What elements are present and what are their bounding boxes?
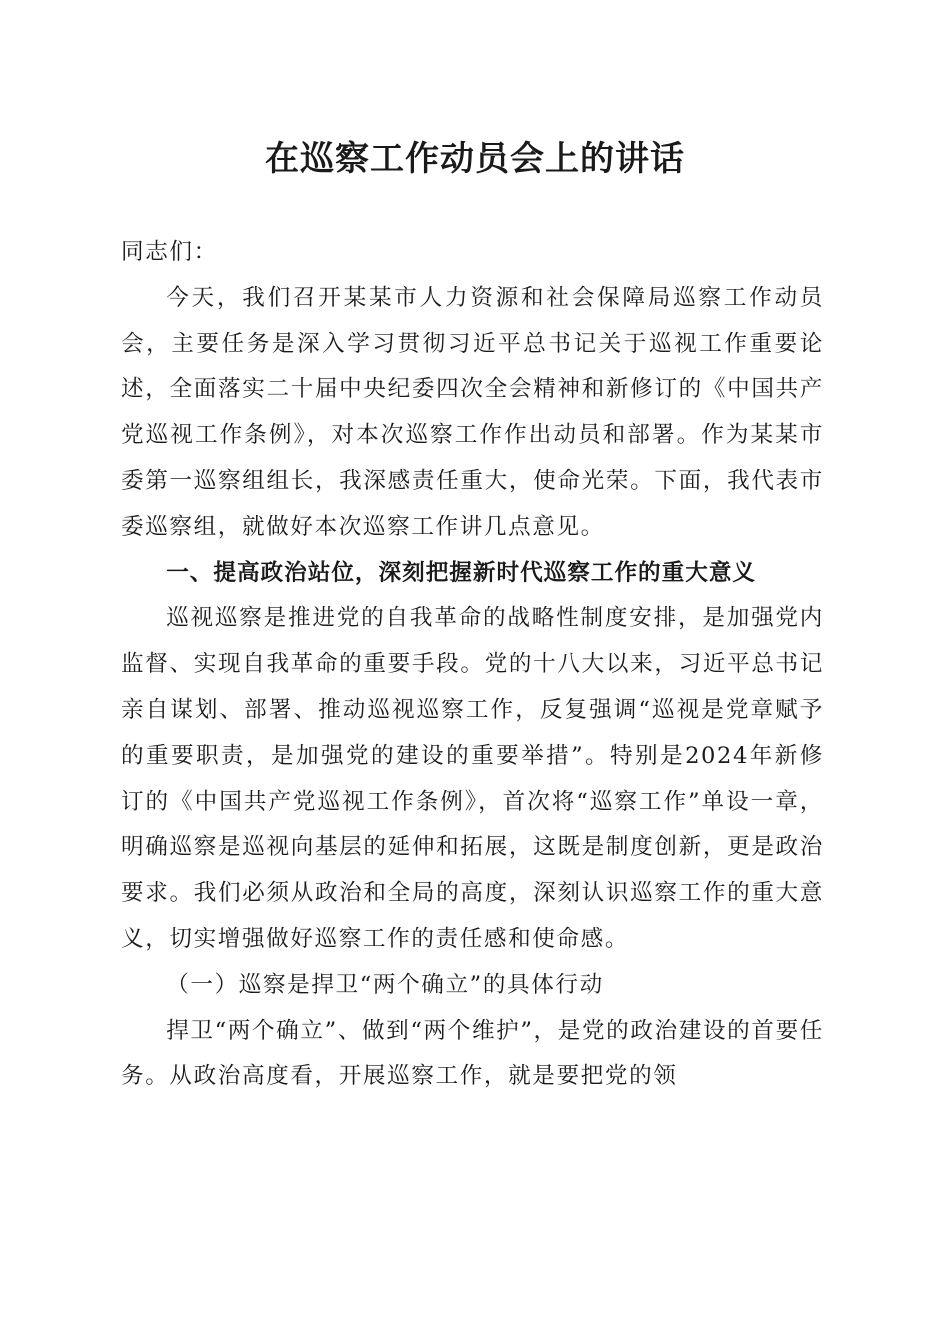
page-title: 在巡察工作动员会上的讲话 (265, 139, 685, 179)
section-1-paragraph: 巡视巡察是推进党的自我革命的战略性制度安排，是加强党内监督、实现自我革命的重要手段。党的十八大以来，习近平总书记亲自谋划、部署、推动巡视巡察工作，反复强调“巡视是党章赋予的重要职责，是加强党的建设的重要举措”。特别是2024年新修订的《中国共产党巡视工作条例》，首次将“巡察工作”单设一章，明确巡察是巡视向基层的延伸和拓展，这既是制度创新，更是政治要求。我们必须从政治和全局的高度，深刻认识巡察工作的重大意义，切实增强做好巡察工作的责任感和使命感。 (121, 605, 824, 952)
intro-paragraph: 今天，我们召开某某市人力资源和社会保障局巡察工作动员会，主要任务是深入学习贯彻习近平总书记关于巡视工作重要论述，全面落实二十届中央纪委四次全会精神和新修订的《中国共产党巡视工作条例》，对本次巡察工作作出动员和部署。作为某某市委第一巡察组组长，我深感责任重大，使命光荣。下面，我代表市委巡察组，就做好本次巡察工作讲几点意见。 (121, 284, 824, 540)
subsection-heading-1: （一）巡察是捍卫“两个确立”的具体行动 (166, 971, 604, 998)
section-heading-1: 一、提高政治站位，深刻把握新时代巡察工作的重大意义 (166, 559, 757, 586)
salutation: 同志们： (121, 239, 218, 265)
subsection-1-paragraph: 捍卫“两个确立”、做到“两个维护”，是党的政治建设的首要任务。从政治高度看，开展巡察工作，就是要把党的领 (121, 1017, 824, 1090)
document-body (121, 230, 824, 1100)
